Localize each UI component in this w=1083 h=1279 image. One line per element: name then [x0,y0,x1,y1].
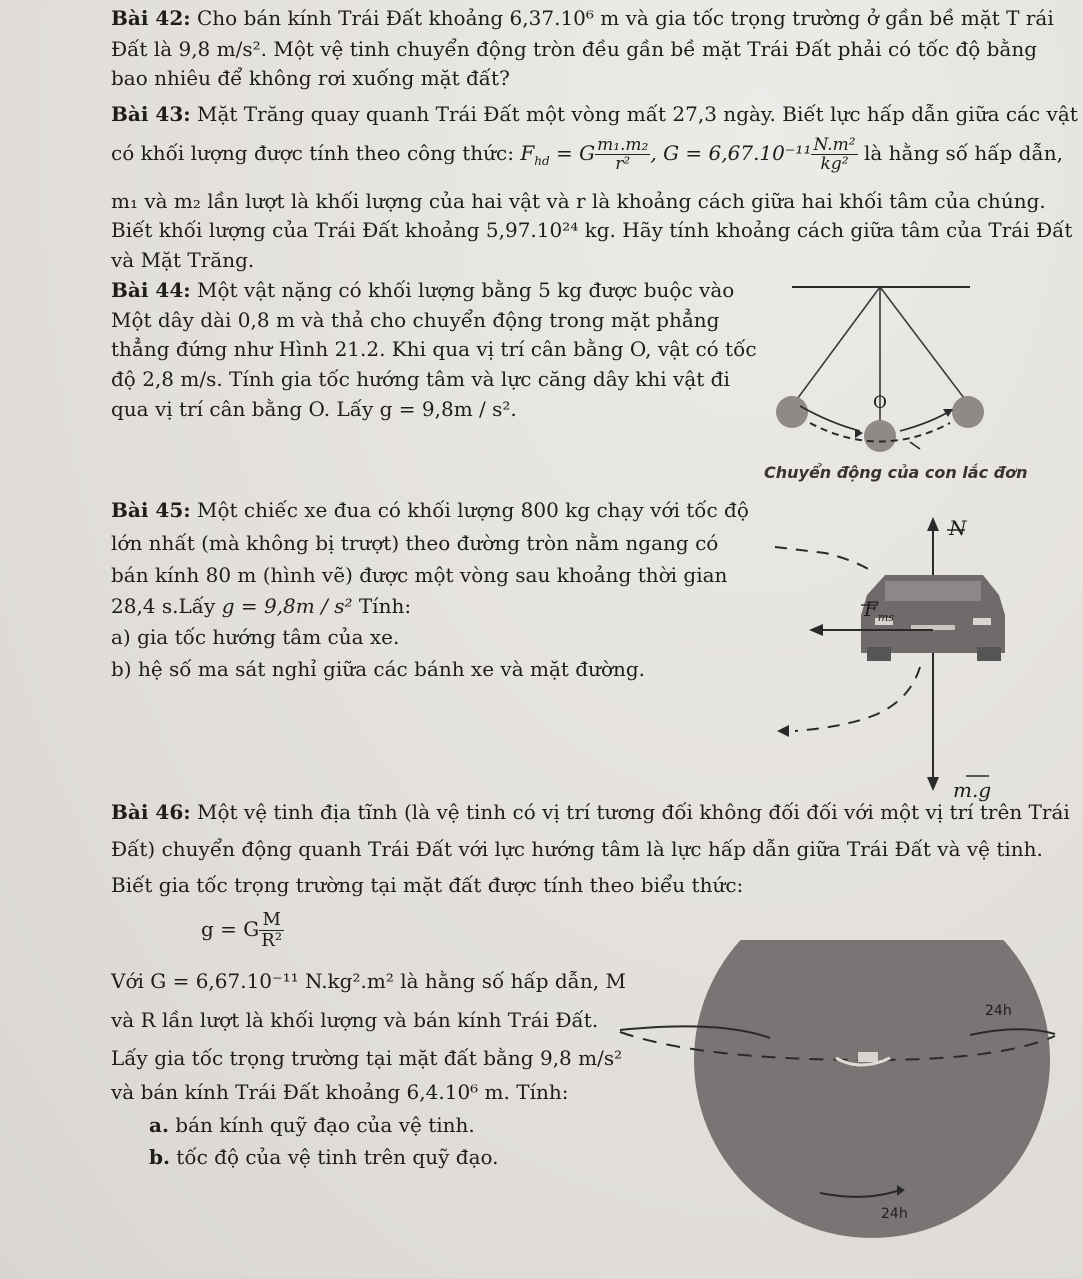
pendulum-bob-center [864,420,896,452]
b46-item-b: b. tốc độ của vệ tinh trên quỹ đạo. [149,1145,499,1169]
b46-formula: g = G $\frac{M}{\text{R²}}$ [201,909,283,951]
orbit-period-top: 24h [985,1003,1012,1019]
formula-fraction-masses: $\frac{\text{m₁.m₂}}{\text{r²}}$ [597,135,649,174]
b46-line-6: Lấy gia tốc trọng trường tại mặt đất bằng 9,8 m/s² [111,1046,623,1070]
orbit-period-bottom: 24h [881,1206,908,1222]
b44-line-1: Bài 44: Một vật nặng có khối lượng bằng 5 kg được buộc vào [111,278,735,302]
b43-label: Bài 43: [111,102,191,126]
friction-force-label: $F_{ms}$ [864,597,894,624]
pendulum-bob-left [776,396,808,428]
b43-line-5: và Mặt Trăng. [111,248,255,272]
b43-line-4: Biết khối lượng của Trái Đất khoảng 5,97.10²⁴ kg. Hãy tính khoảng cách giữa tâm của Trái Đất [111,218,1073,242]
b46-line-5: và R lần lượt là khối lượng và bán kính Trái Đất. [111,1008,599,1032]
b44-line-5: qua vị trí cân bằng O. Lấy g = 9,8m / s². [111,397,517,421]
b45-item-b: b) hệ số ma sát nghỉ giữa các bánh xe và mặt đường. [111,657,646,681]
b43-line-2: có khối lượng được tính theo công thức: $F_{hd} = G$ $\frac{\text{m₁.m₂}}{\text{r²}}$ , G = 6,67.10⁻¹¹ $\frac{\text{N.m²}}{\text{kg²}}$ là hằng số hấp dẫn, [111,135,1063,174]
earth-icon [694,940,1050,1238]
b46-line-7: và bán kính Trái Đất khoảng 6,4.10⁶ m. Tính: [111,1080,569,1104]
b44-line-4: độ 2,8 m/s. Tính gia tốc hướng tâm và lực căng dây khi vật đi [111,367,730,391]
b46-item-a: a. bán kính quỹ đạo của vệ tinh. [149,1113,475,1137]
b45-line-2: lớn nhất (mà không bị trượt) theo đường tròn nằm ngang có [111,531,719,555]
earth-orbit-figure [600,940,1080,1240]
race-car-figure [755,505,1025,800]
formula-fraction-mr: $\frac{M}{\text{R²}}$ [261,909,283,951]
b44-label: Bài 44: [111,278,191,302]
weight-label: m.g [953,778,992,802]
b46-line-1: Bài 46: Một vệ tinh địa tĩnh (là vệ tinh có vị trí tương đối không đối đối với một vị trí trên Trái [111,800,1070,824]
b44-line-3: thẳng đứng như Hình 21.2. Khi qua vị trí cân bằng O, vật có tốc [111,337,757,361]
b43-line-1: Bài 43: Mặt Trăng quay quanh Trái Đất một vòng mất 27,3 ngày. Biết lực hấp dẫn giữa các vật [111,102,1078,126]
b45-line-4: 28,4 s.Lấy g = 9,8m / s² Tính: [111,594,412,618]
b42-line-1: Bài 42: Cho bán kính Trái Đất khoảng 6,37.10⁶ m và gia tốc trọng trường ở gần bề mặt T rái [111,6,1054,30]
b46-line-3: Biết gia tốc trọng trường tại mặt đất được tính theo biểu thức: [111,873,744,897]
b45-line-3: bán kính 80 m (hình vẽ) được một vòng sau khoảng thời gian [111,563,728,587]
b46-line-2: Đất) chuyển động quanh Trái Đất với lực hướng tâm là lực hấp dẫn giữa Trái Đất và vệ tinh. [111,837,1043,861]
b42-label: Bài 42: [111,6,191,30]
pendulum-figure [760,278,1000,468]
normal-force-label: N [949,516,967,540]
pendulum-caption: Chuyển động của con lắc đơn [764,463,1028,482]
pendulum-bob-right [952,396,984,428]
b45-label: Bài 45: [111,498,191,522]
b43-line-3: m₁ và m₂ lần lượt là khối lượng của hai vật và r là khoảng cách giữa hai khối tâm của chúng. [111,189,1046,213]
b42-line-2: Đất là 9,8 m/s². Một vệ tinh chuyển động tròn đều gần bề mặt Trái Đất phải có tốc độ bằng [111,37,1038,61]
b46-label: Bài 46: [111,800,191,824]
b45-item-a: a) gia tốc hướng tâm của xe. [111,625,400,649]
b46-line-4: Với G = 6,67.10⁻¹¹ N.kg².m² là hằng số hấp dẫn, M [111,969,626,993]
b44-line-2: Một dây dài 0,8 m và thả cho chuyển động trong mặt phẳng [111,308,720,332]
formula-fraction-units: $\frac{\text{N.m²}}{\text{kg²}}$ [813,135,856,174]
b42-line-3: bao nhiêu để không rơi xuống mặt đất? [111,66,510,90]
formula-fhd: $F_{hd} = G$ [520,141,596,168]
b45-line-1: Bài 45: Một chiếc xe đua có khối lượng 800 kg chạy với tốc độ [111,498,749,522]
pendulum-point-o: O [873,393,887,413]
